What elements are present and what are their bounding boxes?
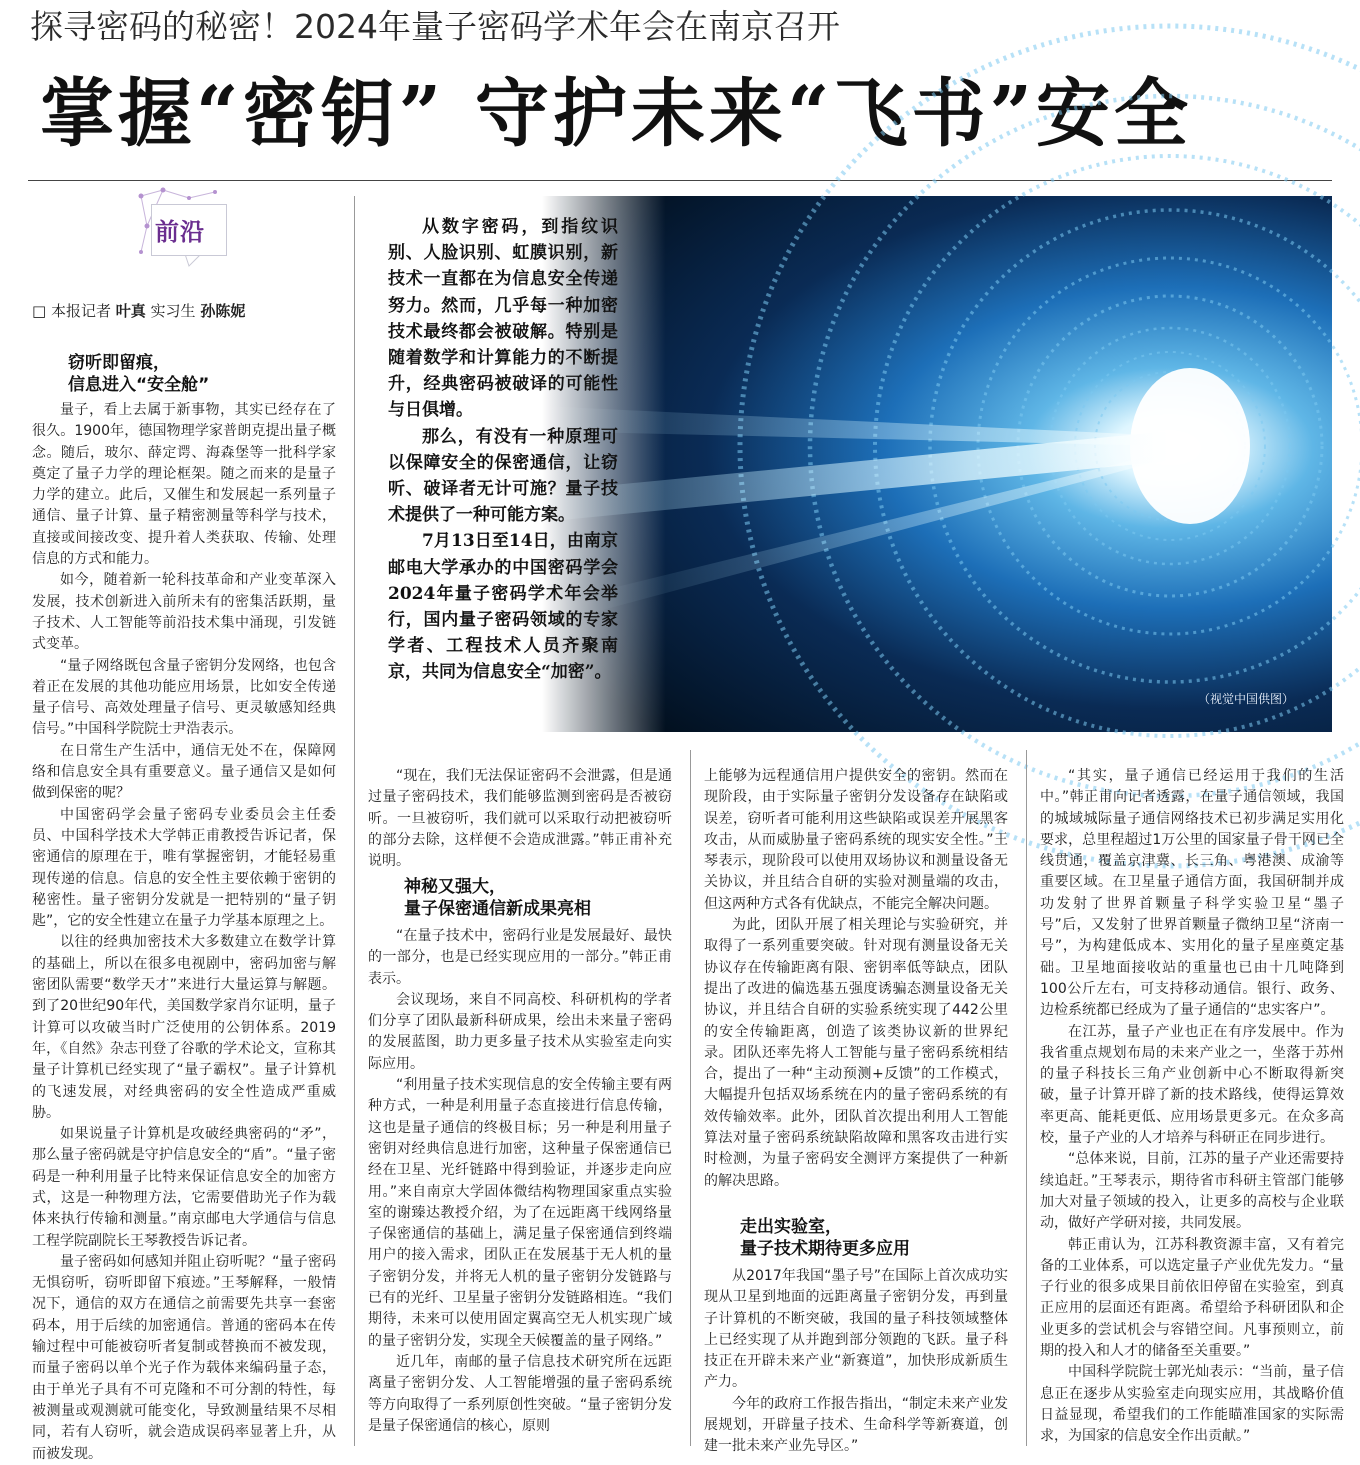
article-kicker: 探寻密码的秘密！2024年量子密码学术年会在南京召开 [30,7,840,46]
tag-label: 前沿 [155,218,205,246]
body-paragraph: “在量子技术中，密码行业是发展最好、最快的一部分，也是已经实现应用的一部分。”韩正甫表示。 [368,928,672,987]
section-tag [133,186,228,278]
column-divider [690,750,691,1446]
column-2 [368,926,672,1446]
body-paragraph: “总体来说，目前，江苏的量子产业还需要持续追赶。”王琴表示，期待省市科研主管部门能够加大对量子领域的投入，让更多的高校与企业联动，做好产学研对接，共同发展。 [1040,1151,1344,1232]
byline [32,300,245,321]
column-3 [704,1266,1008,1455]
body-paragraph: 中国科学院院士郭光灿表示：“当前，量子信息正在逐步从实验室走向现实应用，其战略价值日益显现，希望我们的工作能瞄准国家的实际需求，为国家的信息安全作出贡献。” [1040,1364,1344,1445]
lead-paragraph: 7月13日至14日，由南京邮电大学承办的中国密码学会2024年量子密码学术年会举行，国内量子密码领域的专家学者、工程技术人员齐聚南京，共同为信息安全“加密”。 [388,531,618,683]
byline-intern: 孙陈妮 [200,302,246,320]
body-paragraph: “其实，量子通信已经运用于我们的生活中。”韩正甫向记者透露，在量子通信领域，我国的城域城际量子通信网络技术已初步满足实用化要求，总里程超过1万公里的国家量子骨干网已全线贯通，覆盖京津冀、长三角、粤港澳、成渝等重要区域。在卫星量子通信方面，我国研制并成功发射了世界首颗量子科学实验卫星“墨子号”后，又发射了世界首颗量子微纳卫星“济南一号”，为构建低成本、实用化的量子星座奠定基础。卫星地面接收站的重量也已由十几吨降到100公斤左右，可支持移动通信。银行、政务、边检系统都已经成为了量子通信的“忠实客户”。 [1040,768,1344,1019]
col2-subhead [404,876,684,920]
photo-credit: （视觉中国供图） [1198,692,1295,706]
body-paragraph: 如今，随着新一轮科技革命和产业变革深入发展，技术创新进入前所未有的密集活跃期，量子技术、人工智能等前沿技术集中涌现，引发链式变革。 [32,572,336,653]
col1-subhead [68,352,358,396]
body-paragraph: 在江苏，量子产业也正在有序发展中。作为我省重点规划布局的未来产业之一，坐落于苏州的量子科技长三角产业创新中心不断取得新突破，量子计算开辟了新的技术路线，使得运算效率更高、能耗更低、应用场景更多元。在众多高校，量子产业的人才培养与科研正在同步进行。 [1040,1023,1344,1147]
column-divider [1026,750,1027,1446]
subhead-line: 神秘又强大， [404,877,506,897]
header-divider [28,180,1332,181]
lead-paragraph: 从数字密码，到指纹识别、人脸识别、虹膜识别，新技术一直都在为信息安全传递努力。然而，几乎每一种加密技术最终都会被破解。特别是随着数学和计算能力的不断提升，经典密码被破译的可能性与日俱增。 [388,217,618,421]
body-paragraph: 从2017年我国“墨子号”在国际上首次成功实现从卫星到地面的远距离量子密钥分发，再到量子计算机的不断突破，我国的量子科技领域整体上已经实现了从并跑到部分领跑的飞跃。量子科技正在开辟未来产业“新赛道”，加快形成新质生产力。 [704,1268,1008,1391]
byline-middle: 实习生 [150,302,196,320]
lead-paragraph: 那么，有没有一种原理可以保障安全的保密通信，让窃听、破译者无计可施？量子技术提供了一种可能方案。 [388,426,618,526]
body-paragraph: 上能够为远程通信用户提供安全的密钥。然而在现阶段，由于实际量子密钥分发设备存在缺陷或误差，窃听者可能利用这些缺陷或误差开展黑客攻击，从而威胁量子密码系统的现实安全性。”王琴表示，现阶段可以使用双场协议和测量设备无关协议，并且结合自研的实验对测量端的攻击，但这两种方式各有优缺点，不能完全解决问题。 [704,768,1008,912]
article-headline: 掌握“密钥” 守护未来“飞书”安全 [40,71,1193,157]
byline-box-icon: □ [32,302,51,320]
body-paragraph: 量子，看上去属于新事物，其实已经存在了很久。1900年，德国物理学家普朗克提出量子概念。随后，玻尔、薛定谔、海森堡等一批科学家奠定了量子力学的理论框架。随之而来的是量子力学的建立。此后，又催生和发展起一系列量子通信、量子计算、量子精密测量等科学与技术，直接或间接改变、提升着人类获取、传输、处理信息的方式和能力。 [32,402,336,568]
subhead-line: 走出实验室， [740,1217,842,1237]
subhead-line: 量子技术期待更多应用 [740,1239,910,1259]
byline-reporter: 叶真 [115,302,146,320]
body-paragraph: 近几年，南邮的量子信息技术研究所在远距离量子密钥分发、人工智能增强的量子密码系统等方向取得了一系列原创性突破。“量子密钥分发是量子保密通信的核心，原则 [368,1353,672,1434]
body-paragraph: 中国密码学会量子密码专业委员会主任委员、中国科学技术大学韩正甫教授告诉记者，保密通信的原理在于，唯有掌握密钥，才能轻易重现传递的信息。信息的安全性主要依赖于密钥的秘密性。量子密钥分发就是一把特别的“量子钥匙”，它的安全性建立在量子力学基本原理之上。 [32,806,336,930]
column-1 [32,400,336,1462]
body-paragraph: 会议现场，来自不同高校、科研机构的学者们分享了团队最新科研成果，绘出未来量子密码的发展蓝图，助力更多量子技术从实验室走向实际应用。 [368,991,672,1072]
body-paragraph: 以往的经典加密技术大多数建立在数学计算的基础上，所以在很多电视剧中，密码加密与解密团队需要“数学天才”来进行大量运算与解题。到了20世纪90年代，美国数学家肖尔证明，量子计算可以攻破当时广泛使用的公钥体系。2019年，《自然》杂志刊登了谷歌的学术论文，宣称其量子计算机已经实现了“量子霸权”。量子计算机的飞速发展，对经典密码的安全性造成严重威胁。 [32,934,336,1121]
column-3-top [704,766,1008,1208]
body-paragraph: 今年的政府工作报告指出，“制定未来产业发展规划，开辟量子技术、生命科学等新赛道，创建一批未来产业先导区。” [704,1395,1008,1455]
body-paragraph: 韩正甫认为，江苏科教资源丰富，又有着完备的工业体系，可以选定量子产业优先发力。“量子行业的很多成果目前依旧停留在实验室，到真正应用的层面还有距离。希望给予科研团队和企业更多的尝试机会与容错空间。凡事预则立，前期的投入和人才的储备至关重要。” [1040,1236,1344,1360]
col3-subhead [740,1216,1020,1260]
byline-prefix: 本报记者 [50,302,111,320]
column-divider [354,196,355,1446]
body-paragraph: “现在，我们无法保证密码不会泄露，但是通过量子密码技术，我们能够监测到密码是否被窃听。一旦被窃听，我们就可以采取行动把被窃听的部分去除，这样便不会造成泄露。”韩正甫补充说明。 [368,768,672,870]
subhead-line: 窃听即留痕， [68,353,170,373]
column-2-top [368,766,672,870]
lead-text [388,214,618,704]
body-paragraph: 如果说量子计算机是攻破经典密码的“矛”，那么量子密码就是守护信息安全的“盾”。“量子密码是一种利用量子比特来保证信息安全的加密方式，这是一种物理方法，它需要借助光子作为载体来执行传输和测量。”南京邮电大学通信与信息工程学院副院长王琴教授告诉记者。 [32,1126,336,1249]
body-paragraph: 为此，团队开展了相关理论与实验研究，并取得了一系列重要突破。针对现有测量设备无关协议存在传输距离有限、密钥率低等缺点，团队提出了改进的偏选基五强度诱骗态测量设备无关协议，并且结合自研的实验系统实现了442公里的安全传输距离，创造了该类协议新的世界纪录。团队还率先将人工智能与量子密码系统相结合，提出了一种“主动预测+反馈”的工作模式，大幅提升包括双场系统在内的量子密码系统的有效传输效率。此外，团队首次提出利用人工智能算法对量子密码系统缺陷故障和黑客攻击进行实时检测，为量子密码安全测评方案提供了一种新的解决思路。 [704,917,1008,1189]
subhead-line: 信息进入“安全舱” [68,375,210,395]
subhead-line: 量子保密通信新成果亮相 [404,899,591,919]
column-4 [1040,766,1344,1446]
body-paragraph: “利用量子技术实现信息的安全传输主要有两种方式，一种是利用量子态直接进行信息传输，这也是量子通信的终极目标；另一种是利用量子密钥对经典信息进行加密，这种量子保密通信已经在卫星、光纤链路中得到验证，并逐步走向应用。”来自南京大学固体微结构物理国家重点实验室的谢臻达教授介绍，为了在远距离干线网络量子保密通信的基础上，满足量子保密通信到终端用户的接入需求，团队正在发展基于无人机的量子密钥分发，并将无人机的量子密钥分发链路与已有的光纤、卫星量子密钥分发链路相连。“我们期待，未来可以使用固定翼高空无人机实现广域的量子密钥分发，实现全天候覆盖的量子网络。” [368,1077,672,1349]
body-paragraph: 量子密码如何感知并阻止窃听呢？“量子密码无惧窃听，窃听即留下痕迹。”王琴解释，一般情况下，通信的双方在通信之前需要先共享一套密码本，用于后续的加密通信。普通的密码本在传输过程中可能被窃听者复制或替换而不被发现，而量子密码以单个光子作为载体来编码量子态，由于单光子具有不可克隆和不可分割的特性，每被测量或观测就可能变化，导致测量结果不尽相同，若有人窃听，就会造成误码率显著上升，从而被发现。 [32,1253,336,1462]
body-paragraph: “量子网络既包含量子密钥分发网络，也包含着正在发展的其他功能应用场景，比如安全传递量子信号、高效处理量子信号、更灵敏感知经典信号。”中国科学院院士尹浩表示。 [32,657,336,738]
body-paragraph: 在日常生产生活中，通信无处不在，保障网络和信息安全具有重要意义。量子通信又是如何做到保密的呢？ [32,742,336,802]
